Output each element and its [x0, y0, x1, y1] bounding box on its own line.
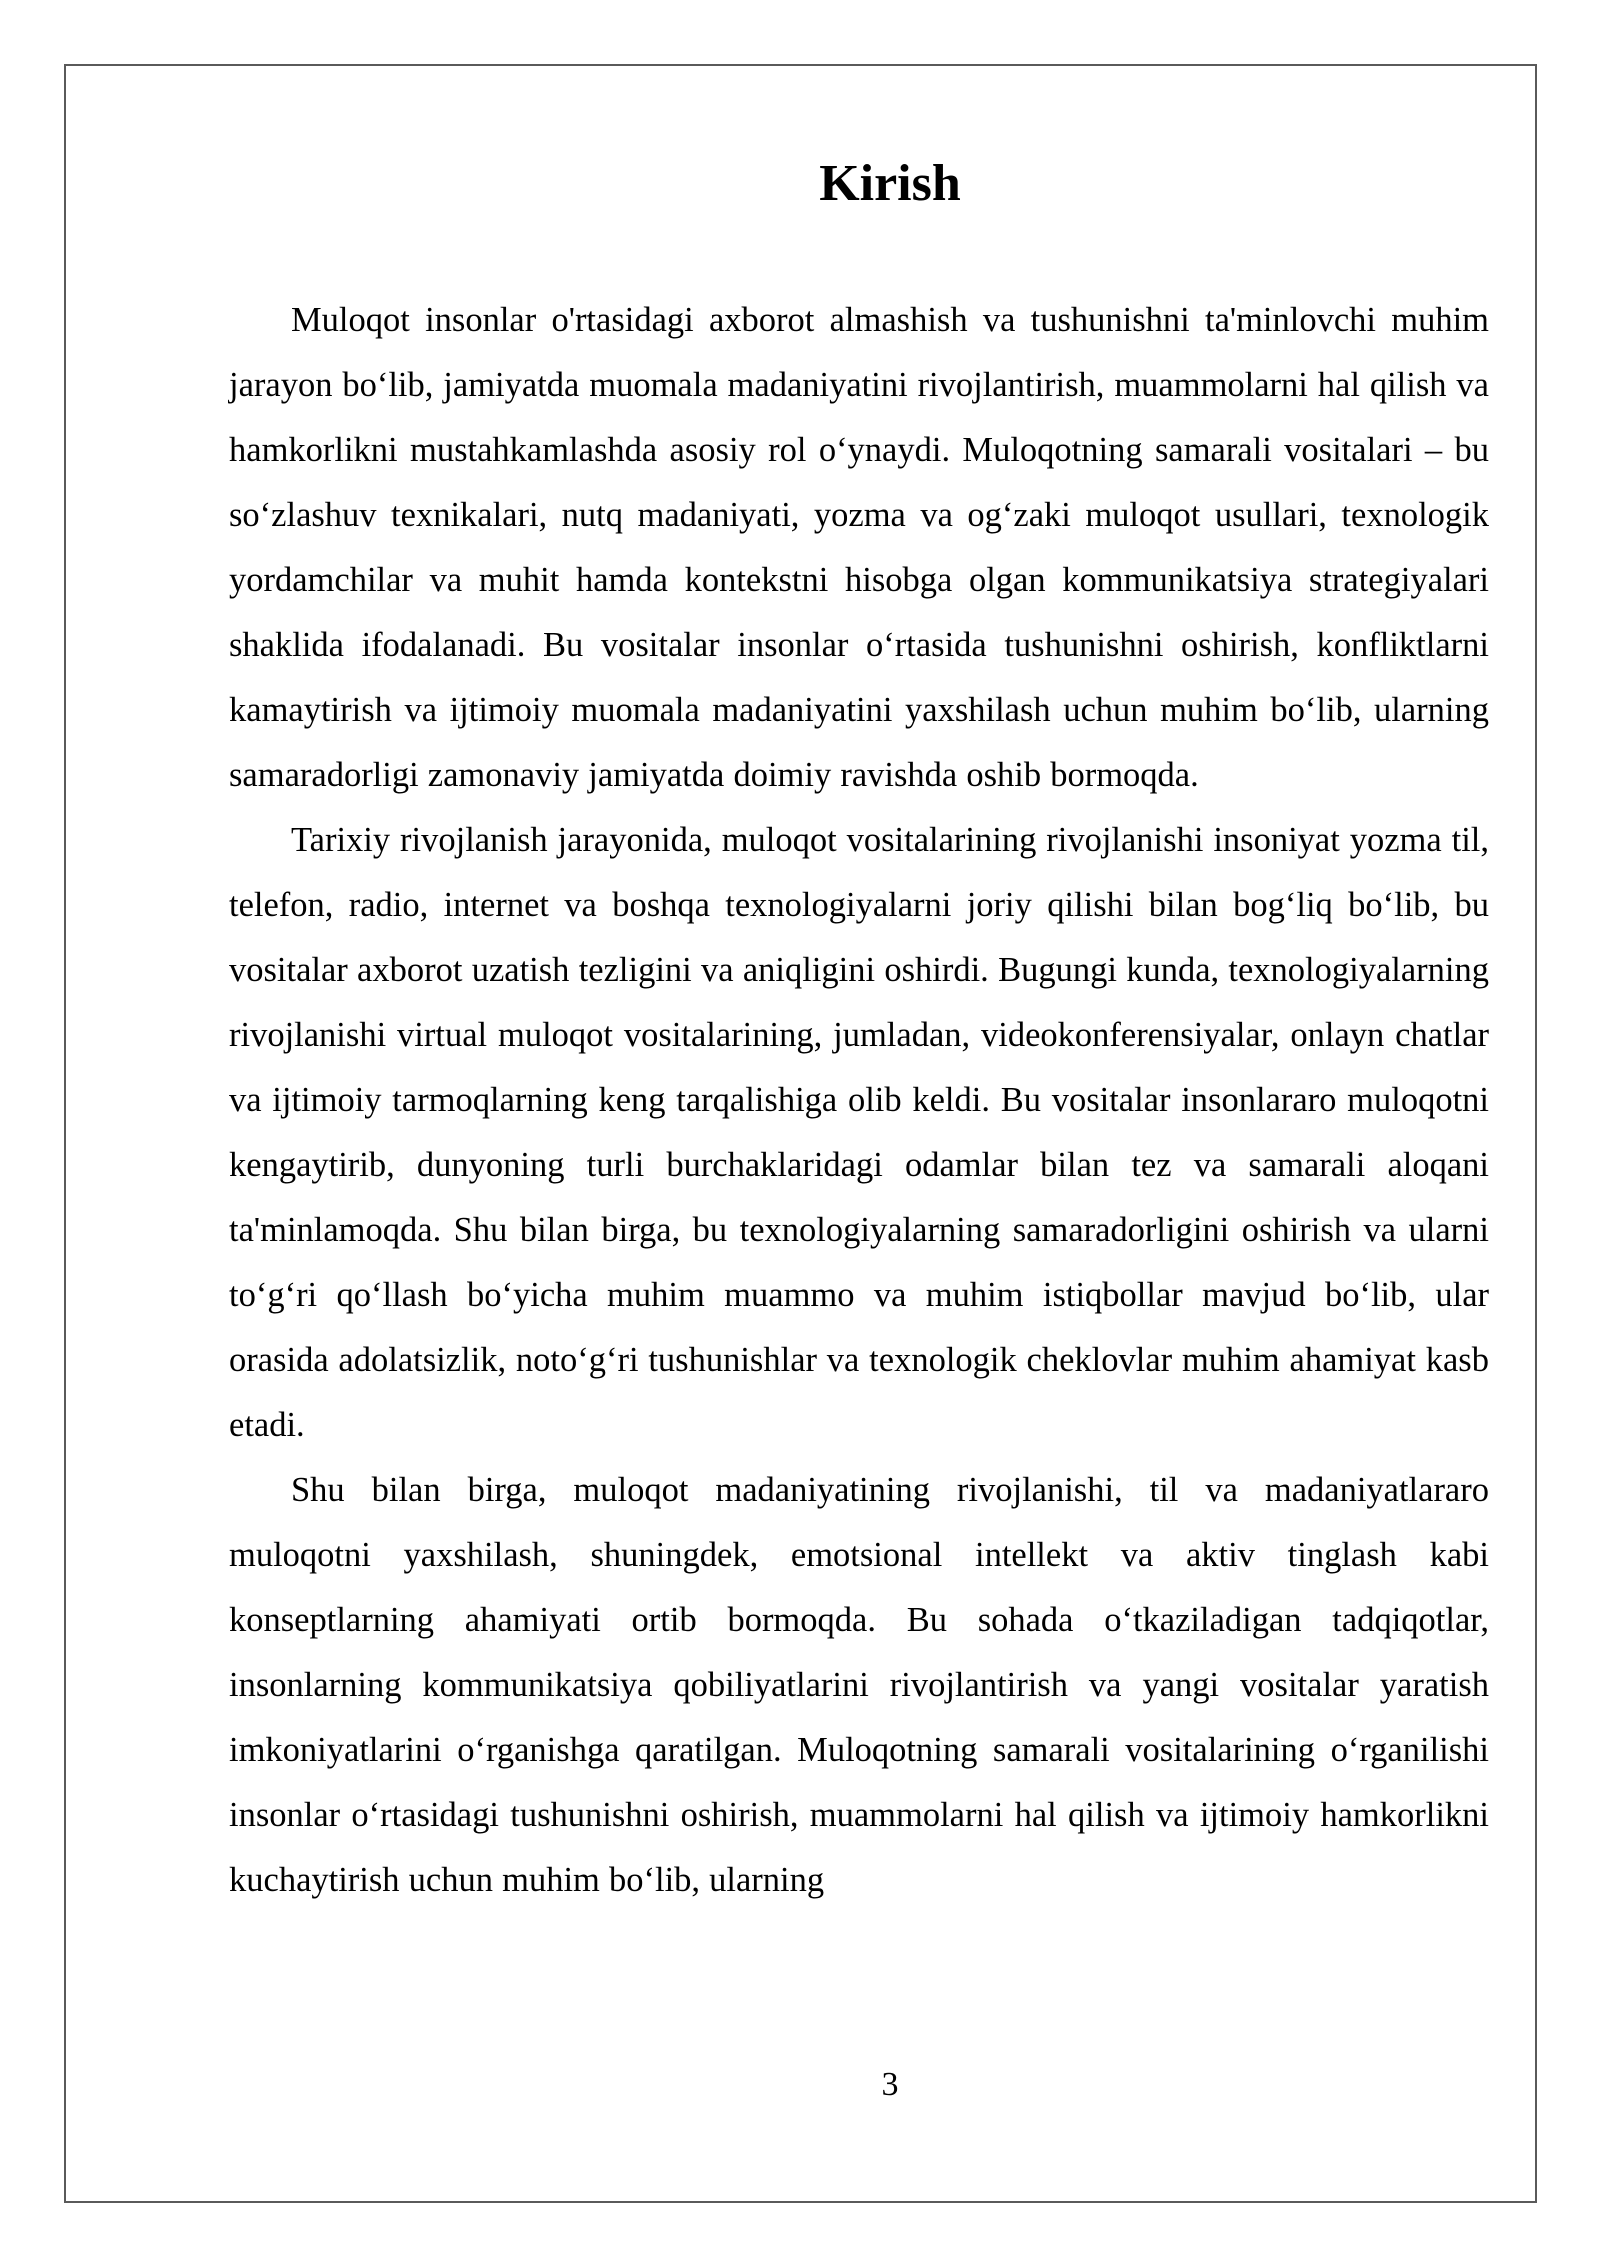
paragraph-2: Tarixiy rivojlanish jarayonida, muloqot vositalarining rivojlanishi insoniyat yozma til, telefon, radio, internet va boshqa texnologiyalarni joriy qilishi bilan bog‘liq bo‘lib, bu vositalar axborot uzatish tezligini va aniqligini oshirdi. Bugungi kunda, texnologiyalarning rivojlanishi virtual muloqot vositalarining, jumladan, videokonferensiyalar, onlayn chatlar va ijtimoiy tarmoqlarning keng tarqalishiga olib keldi. Bu vositalar insonlararo muloqotni kengaytirib, dunyoning turli burchaklaridagi odamlar bilan tez va samarali aloqani ta'minlamoqda. Shu bilan birga, bu texnologiyalarning samaradorligini oshirish va ularni to‘g‘ri qo‘llash bo‘yicha muhim muammo va muhim istiqbollar mavjud bo‘lib, ular orasida adolatsizlik, noto‘g‘ri tushunishlar va texnologik cheklovlar muhim ahamiyat kasb etadi. [229, 821, 1489, 1444]
paragraph-3: Shu bilan birga, muloqot madaniyatining rivojlanishi, til va madaniyatlararo muloqotni yaxshilash, shuningdek, emotsional intellekt va aktiv tinglash kabi konseptlarning ahamiyati ortib bormoqda. Bu sohada o‘tkaziladigan tadqiqotlar, insonlarning kommunikatsiya qobiliyatlarini rivojlantirish va yangi vositalar yaratish imkoniyatlarini o‘rganishga qaratilgan. Muloqotning samarali vositalarining o‘rganilishi insonlar o‘rtasidagi tushunishni oshirish, muammolarni hal qilish va ijtimoiy hamkorlikni kuchaytirish uchun muhim bo‘lib, ularning [229, 1471, 1489, 1899]
page-number: 3 [881, 2066, 899, 2103]
page-title: Kirish [819, 155, 961, 212]
paragraph-1: Muloqot insonlar o'rtasidagi axborot almashish va tushunishni ta'minlovchi muhim jarayon bo‘lib, jamiyatda muomala madaniyatini rivojlantirish, muammolarni hal qilish va hamkorlikni mustahkamlashda asosiy rol o‘ynaydi. Muloqotning samarali vositalari – bu so‘zlashuv texnikalari, nutq madaniyati, yozma va og‘zaki muloqot usullari, texnologik yordamchilar va muhit hamda kontekstni hisobga olgan kommunikatsiya strategiyalari shaklida ifodalanadi. Bu vositalar insonlar o‘rtasida tushunishni oshirish, konfliktlarni kamaytirish va ijtimoiy muomala madaniyatini yaxshilash uchun muhim bo‘lib, ularning samaradorligi zamonaviy jamiyatda doimiy ravishda oshib bormoqda. [229, 301, 1489, 794]
body-text [229, 288, 1489, 1913]
